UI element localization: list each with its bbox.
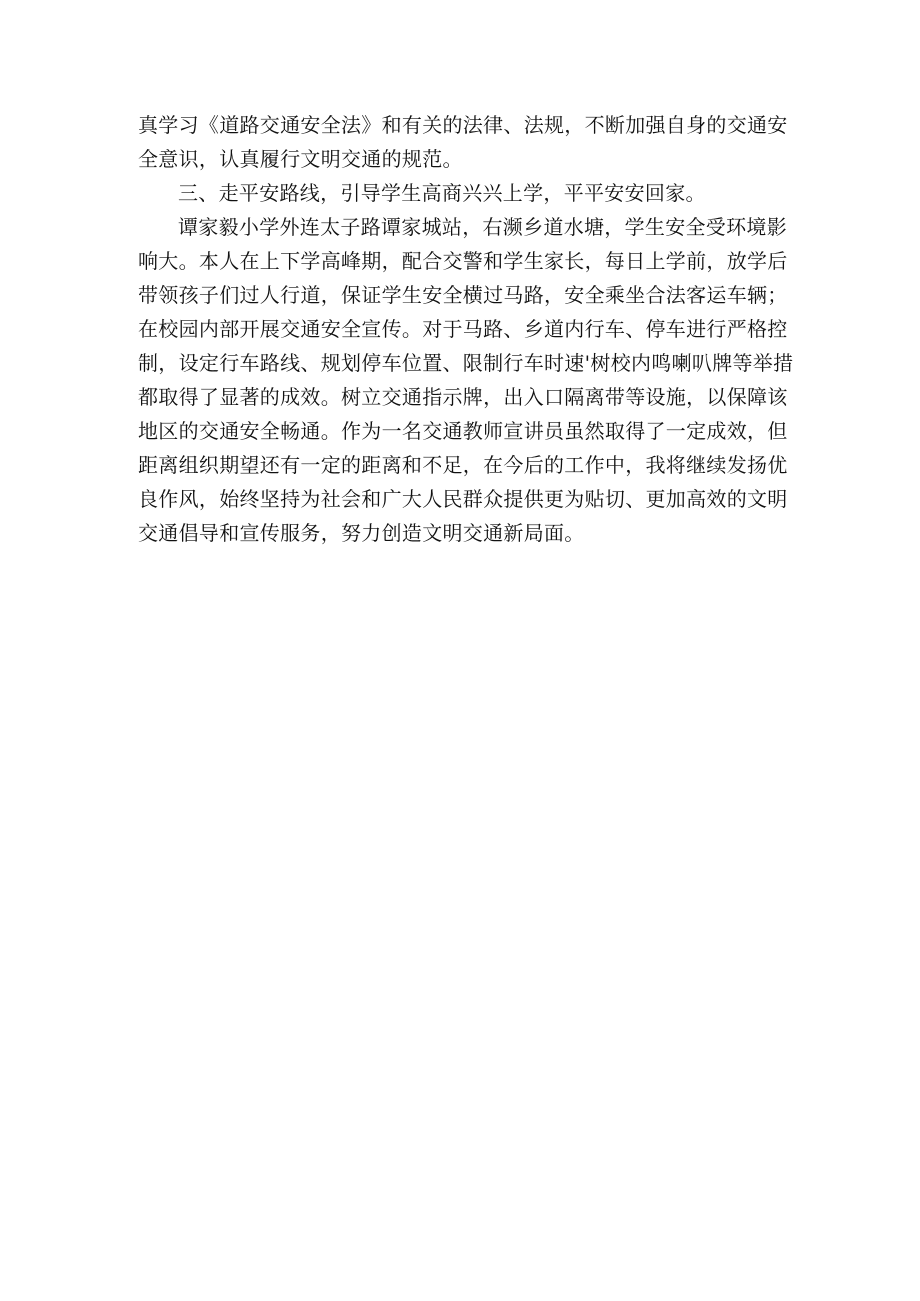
paragraph-line-8: 距离组织期望还有一定的距离和不足，在今后的工作中，我将继续发扬优 (138, 453, 788, 477)
document-body (138, 108, 794, 550)
body-line-1: 真学习《道路交通安全法》和有关的法律、法规，不断加强自身的交通安 (138, 113, 788, 137)
section-heading-3: 三、走平安路线，引导学生高商兴兴上学，平平安安回家。 (178, 181, 706, 205)
paragraph-line-7: 地区的交通安全畅通。作为一名交通教师宣讲员虽然取得了一定成效，但 (138, 419, 788, 443)
paragraph-line-4: 在校园内部开展交通安全宣传。对于马路、乡道内行车、停车进行严格控 (138, 317, 788, 341)
paragraph-line-5: 制，设定行车路线、规划停车位置、限制行车时速'树校内鸣喇叭牌等举措 (138, 351, 794, 375)
body-line-2: 全意识，认真履行文明交通的规范。 (138, 147, 463, 171)
paragraph-line-9: 良作风，始终坚持为社会和广大人民群众提供更为贴切、更加高效的文明 (138, 487, 788, 511)
paragraph-line-10: 交通倡导和宣传服务，努力创造文明交通新局面。 (138, 521, 585, 545)
paragraph-line-6: 都取得了显著的成效。树立交通指示牌，出入口隔离带等设施，以保障该 (138, 385, 788, 409)
paragraph-line-3: 带领孩子们过人行道，保证学生安全横过马路，安全乘坐合法客运车辆； (138, 283, 788, 307)
paragraph-line-1: 谭家毅小学外连太子路谭家城站，右濒乡道水塘，学生安全受环境影 (178, 215, 787, 239)
paragraph-line-2: 响大。本人在上下学高峰期，配合交警和学生家长，每日上学前，放学后 (138, 249, 788, 273)
